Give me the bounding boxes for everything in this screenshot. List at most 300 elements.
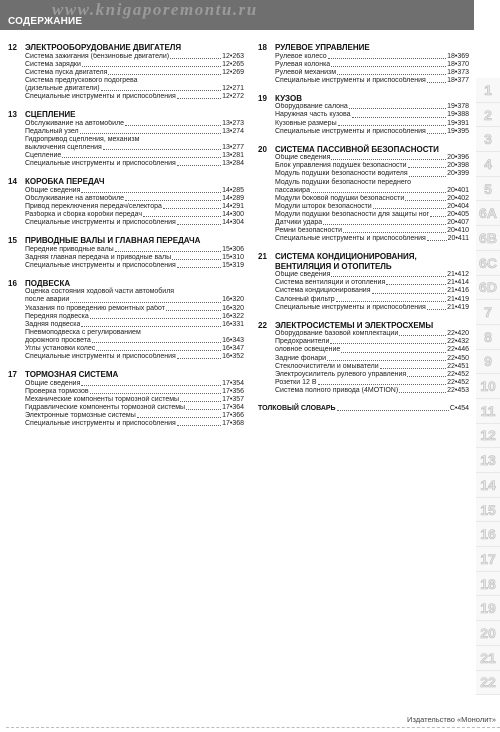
section-heading[interactable] (8, 279, 244, 289)
chapter-tab[interactable]: 21 (476, 646, 500, 671)
section-heading[interactable] (8, 110, 244, 120)
entry-page: 14•300 (222, 210, 244, 218)
toc-entry[interactable] (8, 93, 244, 101)
chapter-tab[interactable]: 22 (476, 671, 500, 696)
toc-section (258, 321, 469, 395)
entry-label: Стеклоочистители и омыватели (275, 362, 379, 370)
toc-entry[interactable] (8, 246, 244, 254)
toc-entry[interactable] (258, 387, 469, 395)
entry-label: Оборудование салона (275, 103, 348, 111)
dot-leader (352, 117, 447, 118)
dot-leader (327, 360, 446, 361)
entry-label: Электроусилитель рулевого управления (275, 370, 407, 378)
entry-page: 14•291 (222, 202, 244, 210)
dot-leader (143, 216, 221, 217)
entry-label: Педальный узел (25, 127, 79, 135)
entry-label: Задняя подвеска (25, 320, 81, 328)
entry-page: 17•366 (222, 412, 244, 420)
entry-label: Электронные тормозные системы (25, 412, 136, 420)
entry-label: дорожного просвета (25, 336, 91, 344)
toc-entry[interactable] (8, 313, 244, 321)
dot-leader (386, 284, 446, 285)
section-number: 14 (8, 177, 17, 187)
dot-leader (338, 125, 446, 126)
entry-page: 15•319 (222, 261, 244, 269)
entry-label: Специальные инструменты и приспособления (275, 127, 426, 135)
dot-leader (328, 58, 446, 59)
dot-leader (337, 74, 446, 75)
section-heading[interactable] (258, 252, 469, 271)
entry-page: 18•377 (447, 76, 469, 84)
toc-entry[interactable] (8, 420, 244, 428)
toc-entry-line[interactable]: Система предпускового подогрева (25, 76, 138, 84)
entry-page: 17•368 (222, 420, 244, 428)
dot-leader (90, 318, 221, 319)
entry-page: 21•412 (447, 271, 469, 279)
toc-entry[interactable] (258, 187, 469, 195)
dot-leader (380, 368, 446, 369)
entry-page: 16•352 (222, 353, 244, 361)
toc-section (8, 370, 244, 428)
entry-label: Общие сведения (275, 154, 331, 162)
toc-entry[interactable] (258, 195, 469, 203)
toc-entry-line[interactable]: Модуль подушки безопасности переднего (275, 178, 412, 186)
toc-entry-line[interactable]: Гидропривод сцепления, механизм (25, 135, 140, 143)
entry-page: 15•310 (222, 253, 244, 261)
dot-leader (115, 251, 221, 252)
dot-leader (337, 410, 449, 411)
dot-leader (427, 133, 446, 134)
section-title: ПРИВОДНЫЕ ВАЛЫ И ГЛАВНАЯ ПЕРЕДАЧА (25, 236, 201, 246)
chapter-tab[interactable]: 6B (476, 226, 500, 251)
toc-entry[interactable] (258, 170, 469, 178)
chapter-tab[interactable]: 6A (476, 201, 500, 226)
dot-leader (409, 176, 446, 177)
entry-page: 20•407 (447, 219, 469, 226)
dot-leader (62, 157, 221, 158)
toc-entry[interactable] (8, 144, 244, 152)
toc-section (8, 110, 244, 168)
toc-entry[interactable] (258, 271, 469, 279)
dot-leader (311, 192, 446, 193)
toc-entry[interactable] (258, 61, 469, 69)
toc-entry[interactable] (8, 404, 244, 412)
section-heading[interactable] (8, 236, 244, 246)
chapter-tab[interactable]: 14 (476, 473, 500, 498)
chapter-tab[interactable]: 4 (476, 152, 500, 177)
entry-label: Специальные инструменты и приспособления (275, 76, 426, 84)
dot-leader (101, 90, 222, 91)
entry-label: Общие сведения (275, 271, 331, 279)
entry-page: 17•356 (222, 387, 244, 395)
entry-page: 22•451 (447, 362, 469, 370)
toc-entry[interactable] (258, 371, 469, 379)
chapter-tab[interactable]: 3 (476, 127, 500, 152)
section-title: ПОДВЕСКА (25, 278, 71, 288)
dot-leader (336, 301, 446, 302)
toc-entry[interactable] (258, 235, 469, 243)
entry-page: 20•402 (447, 194, 469, 202)
toc-entry[interactable] (8, 345, 244, 353)
toc-entry[interactable] (8, 69, 244, 77)
entry-label: Специальные инструменты и приспособления (25, 160, 176, 168)
dot-leader (399, 335, 446, 336)
toc-entry[interactable] (258, 296, 469, 304)
entry-label: Обслуживание на автомобиле (25, 119, 125, 127)
toc-entry[interactable] (258, 162, 469, 170)
section-heading[interactable] (258, 94, 469, 104)
entry-page: 18•370 (447, 60, 469, 68)
entry-label: Привод переключения передач/селектора (25, 202, 162, 210)
chapter-tab[interactable]: 11 (476, 399, 500, 424)
entry-label: Разборка и сборка коробки передач (25, 210, 142, 218)
dot-leader (125, 200, 221, 201)
entry-label: Гидравлические компоненты тормозной системы (25, 404, 186, 411)
section-number: 15 (8, 236, 17, 246)
section-number: 22 (258, 320, 267, 330)
entry-page: 20•396 (447, 154, 469, 162)
toc-entry[interactable] (258, 219, 469, 227)
toc-entry[interactable] (258, 330, 469, 338)
toc-entry[interactable] (8, 120, 244, 128)
entry-label: Система зажигания (бензиновые двигатели) (25, 52, 170, 60)
section-title: ЭЛЕКТРОСИСТЕМЫ И ЭЛЕКТРОСХЕМЫ (275, 320, 434, 330)
entry-page: 12•263 (222, 52, 244, 60)
chapter-tab[interactable]: 10 (476, 374, 500, 399)
entry-label: Задние фонари (275, 354, 327, 362)
entry-label: Наружная часть кузова (275, 111, 351, 119)
entry-label: Общие сведения (25, 379, 81, 387)
toc-entry[interactable] (258, 77, 469, 85)
entry-label: Датчики удара (275, 219, 323, 226)
dot-leader (125, 125, 221, 126)
toc-entry[interactable] (258, 304, 469, 312)
chapter-tab[interactable]: 6D (476, 276, 500, 301)
toc-entry[interactable] (8, 412, 244, 420)
dictionary-entry[interactable] (258, 404, 469, 413)
section-title: ТОРМОЗНАЯ СИСТЕМА (25, 370, 119, 380)
entry-label: Салонный фильтр (275, 295, 335, 303)
dot-leader (177, 358, 221, 359)
entry-page: 20•410 (447, 227, 469, 235)
entry-label: Специальные инструменты и приспособления (25, 353, 176, 361)
dot-leader (186, 409, 221, 410)
entry-page: 12•271 (222, 84, 244, 92)
dot-leader (349, 108, 446, 109)
dot-leader (177, 224, 221, 225)
page-title: СОДЕРЖАНИЕ (8, 16, 83, 27)
entry-page: 12•265 (222, 60, 244, 68)
section-number: 20 (258, 144, 267, 154)
toc-entry[interactable] (258, 120, 469, 128)
dot-leader (331, 159, 446, 160)
entry-page: 21•414 (447, 279, 469, 287)
toc-section (8, 279, 244, 361)
section-number: 16 (8, 278, 17, 288)
entry-page: 22•453 (447, 386, 469, 394)
entry-page: 12•269 (222, 68, 244, 76)
section-heading[interactable] (258, 43, 469, 53)
toc-entry[interactable] (258, 203, 469, 211)
entry-label: Модули подушки безопасности для защиты ног (275, 210, 430, 218)
dot-leader (70, 302, 221, 303)
entry-label: Специальные инструменты и приспособления (275, 235, 426, 243)
dot-leader (177, 425, 221, 426)
section-heading[interactable] (8, 177, 244, 187)
entry-label: Система зарядки (25, 60, 81, 68)
toc-section (258, 252, 469, 311)
dot-leader (408, 167, 446, 168)
toc-entry[interactable] (258, 154, 469, 162)
entry-page: 20•401 (447, 186, 469, 194)
entry-page: 19•388 (447, 111, 469, 119)
entry-page: 13•274 (222, 127, 244, 135)
chapter-tab[interactable]: 5 (476, 177, 500, 202)
entry-label: (дизельные двигатели) (25, 84, 100, 92)
entry-label: Ремни безопасности (275, 227, 343, 235)
dot-leader (81, 326, 221, 327)
entry-page: 19•391 (447, 119, 469, 127)
toc-entry[interactable] (8, 53, 244, 61)
entry-page: 18•369 (447, 52, 469, 60)
toc-entry[interactable] (8, 388, 244, 396)
chapter-tab[interactable]: 13 (476, 448, 500, 473)
entry-page: 20•399 (447, 170, 469, 178)
toc-entry[interactable] (8, 187, 244, 195)
section-number: 12 (8, 43, 17, 52)
entry-page: 13•273 (222, 119, 244, 127)
entry-page: 16•320 (222, 304, 244, 312)
chapter-tabs (476, 78, 500, 695)
toc-entry[interactable] (8, 254, 244, 262)
dot-leader (399, 392, 446, 393)
toc-entry[interactable] (8, 195, 244, 203)
dot-leader (330, 343, 446, 344)
section-number: 18 (258, 43, 267, 52)
dot-leader (331, 276, 446, 277)
entry-page: 16•347 (222, 345, 244, 353)
section-number: 19 (258, 93, 267, 103)
dot-leader (405, 200, 446, 201)
toc-entry[interactable] (8, 211, 244, 219)
chapter-tab[interactable]: 15 (476, 498, 500, 523)
header-bar (0, 0, 474, 30)
toc-section (8, 177, 244, 227)
dot-leader (407, 376, 446, 377)
dot-leader (96, 350, 221, 351)
chapter-tab[interactable]: 12 (476, 424, 500, 449)
entry-label: Специальные инструменты и приспособления (25, 420, 176, 428)
dot-leader (323, 224, 446, 225)
entry-page: 17•357 (222, 395, 244, 403)
toc-section (8, 236, 244, 270)
chapter-tab[interactable]: 20 (476, 621, 500, 646)
entry-label: Специальные инструменты и приспособления (275, 303, 426, 311)
chapter-tab[interactable]: 9 (476, 350, 500, 375)
toc-entry[interactable] (258, 111, 469, 119)
entry-page: 22•446 (447, 346, 469, 354)
toc-entry[interactable] (8, 337, 244, 345)
section-number: 21 (258, 252, 267, 262)
entry-label: Предохранители (275, 338, 330, 346)
entry-label: Указания по проведению ремонтных работ (25, 304, 165, 312)
entry-page: 16•343 (222, 336, 244, 344)
chapter-tab[interactable]: 19 (476, 596, 500, 621)
entry-label: Механические компоненты тормозной системы (25, 395, 180, 403)
toc-entry[interactable] (258, 355, 469, 363)
entry-page: 16•322 (222, 312, 244, 320)
toc-entry[interactable] (258, 346, 469, 354)
toc-entry[interactable] (8, 128, 244, 136)
entry-page: 22•452 (447, 370, 469, 378)
entry-page: 19•395 (447, 127, 469, 135)
dot-leader (90, 393, 221, 394)
entry-label: Кузовные размеры (275, 119, 337, 127)
toc-entry[interactable] (258, 379, 469, 387)
dot-leader (172, 259, 221, 260)
toc-left-column (8, 43, 244, 437)
entry-label: Система полного привода (4MOTION) (275, 386, 399, 394)
section-heading[interactable] (258, 145, 469, 155)
toc-entry[interactable] (8, 160, 244, 168)
chapter-tab[interactable]: 6C (476, 251, 500, 276)
toc-entry[interactable] (8, 203, 244, 211)
dot-leader (372, 293, 447, 294)
toc-entry[interactable] (258, 103, 469, 111)
dot-leader (331, 66, 446, 67)
entry-label: Углы установки колес (25, 345, 96, 353)
toc-entry-line[interactable]: Пневмоподвеска с регулированием (25, 328, 141, 336)
section-number: 13 (8, 110, 17, 120)
chapter-tab[interactable]: 1 (476, 78, 500, 103)
entry-page: 14•304 (222, 219, 244, 226)
toc-entry[interactable] (8, 396, 244, 404)
dot-leader (373, 208, 446, 209)
section-heading[interactable] (8, 370, 244, 380)
toc-entry[interactable] (258, 69, 469, 77)
entry-label: Проверка тормозов (25, 387, 89, 395)
entry-label: Система вентиляции и отопления (275, 279, 386, 287)
entry-label: Рулевой механизм (275, 68, 337, 76)
chapter-tab[interactable]: 2 (476, 103, 500, 128)
dot-leader (427, 82, 446, 83)
entry-page: 21•419 (447, 303, 469, 311)
section-title: РУЛЕВОЕ УПРАВЛЕНИЕ (275, 43, 370, 52)
toc-entry[interactable] (8, 296, 244, 304)
toc-entry[interactable] (8, 353, 244, 361)
toc-entry[interactable] (258, 363, 469, 371)
toc-entry[interactable] (258, 227, 469, 235)
dot-leader (108, 74, 221, 75)
section-title: СЦЕПЛЕНИЕ (25, 110, 76, 120)
toc-entry[interactable] (258, 128, 469, 136)
entry-label: Обслуживание на автомобиле (25, 194, 125, 202)
dot-leader (81, 192, 221, 193)
entry-page: 17•364 (222, 404, 244, 411)
entry-page: 21•419 (447, 295, 469, 303)
toc-entry[interactable] (258, 287, 469, 295)
entry-page: 19•378 (447, 103, 469, 111)
footer-divider (6, 727, 500, 728)
publisher: Издательство «Монолит» (407, 715, 496, 724)
entry-label: оловное освещение (275, 346, 341, 354)
toc-entry[interactable] (258, 211, 469, 219)
dot-leader (166, 310, 221, 311)
toc-entry[interactable] (8, 61, 244, 69)
section-number: 17 (8, 370, 17, 380)
toc-entry[interactable] (258, 53, 469, 61)
entry-page: 22•452 (447, 378, 469, 386)
entry-label: выключения сцепления (25, 143, 102, 151)
chapter-tab[interactable]: 17 (476, 547, 500, 572)
entry-label: Блок управления подушек безопасности (275, 162, 407, 170)
toc-section (258, 94, 469, 136)
entry-label: Модули боковой подушки безопасности (275, 194, 405, 202)
entry-label: Система пуска двигателя (25, 68, 108, 76)
entry-page: 14•289 (222, 194, 244, 202)
section-title: ЭЛЕКТРООБОРУДОВАНИЕ ДВИГАТЕЛЯ (25, 43, 182, 52)
toc-entry[interactable] (258, 338, 469, 346)
entry-label: Специальные инструменты и приспособления (25, 92, 176, 100)
entry-page: 22•420 (447, 330, 469, 338)
dot-leader (430, 216, 446, 217)
entry-page: 13•281 (222, 151, 244, 159)
entry-label: Задняя главная передача и приводные валы (25, 253, 172, 261)
chapter-tab[interactable]: 18 (476, 572, 500, 597)
toc-entry-line[interactable]: Оценка состояния ходовой части автомобиля (25, 288, 175, 296)
entry-label: Система кондиционирования (275, 287, 371, 295)
chapter-tab[interactable]: 16 (476, 522, 500, 547)
section-heading[interactable] (8, 43, 244, 53)
toc-entry[interactable] (8, 305, 244, 313)
dot-leader (92, 342, 221, 343)
entry-label: Сцепление (25, 151, 62, 159)
toc-entry[interactable] (8, 219, 244, 227)
entry-page: 20•411 (447, 235, 469, 243)
dot-leader (170, 58, 221, 59)
toc-right-column (258, 43, 469, 413)
toc-entry[interactable] (8, 380, 244, 388)
dot-leader (103, 149, 221, 150)
entry-label: Рулевое колесо (275, 52, 327, 60)
dot-leader (177, 267, 221, 268)
chapter-tab[interactable]: 8 (476, 325, 500, 350)
entry-page: 15•306 (222, 245, 244, 253)
entry-page: 16•320 (222, 296, 244, 304)
toc-entry[interactable] (258, 279, 469, 287)
toc-entry[interactable] (8, 85, 244, 93)
entry-page: 20•398 (447, 162, 469, 170)
toc-entry[interactable] (8, 321, 244, 329)
section-heading[interactable] (258, 321, 469, 331)
entry-page: 20•404 (447, 202, 469, 210)
entry-label: Модуль подушки безопасности водителя (275, 170, 408, 178)
dot-leader (177, 165, 221, 166)
dictionary-label: ТОЛКОВЫЙ СЛОВАРЬ (258, 405, 336, 412)
dot-leader (318, 384, 447, 385)
entry-page: 17•354 (222, 379, 244, 387)
dot-leader (81, 385, 221, 386)
dot-leader (427, 309, 446, 310)
toc-entry[interactable] (8, 152, 244, 160)
entry-label: после аварии (25, 296, 70, 304)
toc-entry[interactable] (8, 262, 244, 270)
chapter-tab[interactable]: 7 (476, 300, 500, 325)
entry-label: Розетки 12 В (275, 378, 317, 386)
dot-leader (427, 240, 447, 241)
entry-label: Оборудование базовой комплектации (275, 330, 399, 338)
entry-page: 14•285 (222, 186, 244, 194)
